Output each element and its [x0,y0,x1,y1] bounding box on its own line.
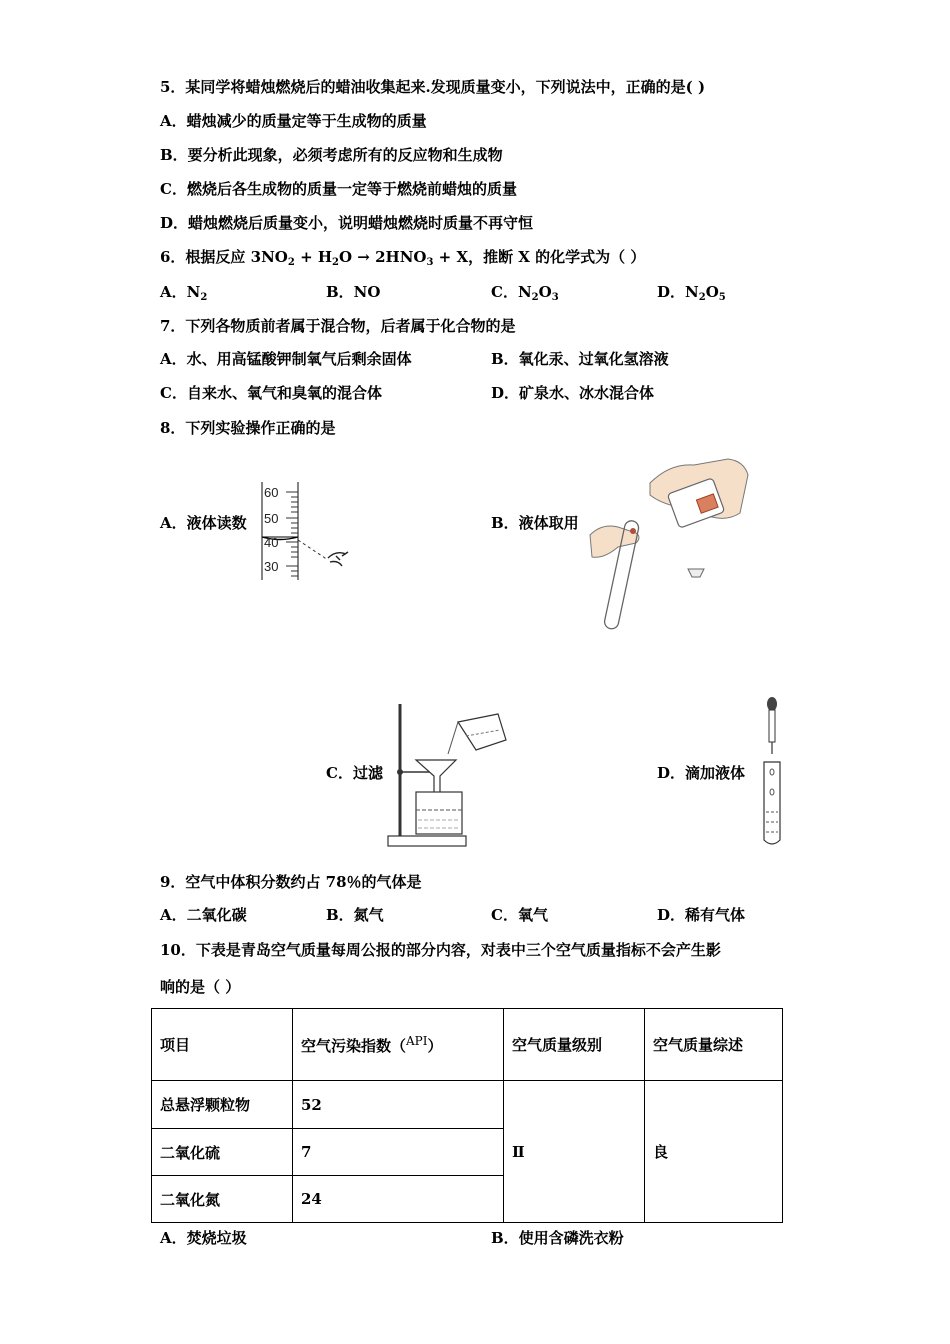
header-api: 空气污染指数（$^{API}$） [293,1009,504,1081]
table-header-row [152,1009,783,1081]
q7-stem: 7．下列各物质前者属于混合物，后者属于化合物的是 [160,317,516,335]
q9-option-d: D．稀有气体 [657,906,746,924]
eye-icon [328,552,348,566]
liquid-pouring-figure [588,455,758,587]
scale-60: 60 [264,485,279,500]
q6-option-a: A．$N_2$ [160,283,208,303]
dropper-figure [760,696,784,850]
q8-option-b: B．液体取用 [491,514,579,532]
row-api: 7 [293,1129,504,1176]
summary-cell: 良 [645,1081,783,1223]
q8-option-c: C．过滤 [326,764,383,782]
header-summary: 空气质量综述 [645,1009,783,1081]
q5-option-d: D．蜡烛燃烧后质量变小，说明蜡烛燃烧时质量不再守恒 [160,214,534,232]
q5-stem: 5．某同学将蜡烛燃烧后的蜡油收集起来.发现质量变小，下列说法中，正确的是( ) [160,78,706,96]
q5-option-b: B．要分析此现象，必须考虑所有的反应物和生成物 [160,146,503,164]
q6-option-d: D．$N_2O_5$ [657,283,726,303]
row-item: 二氧化氮 [152,1176,293,1223]
row-api: 24 [293,1176,504,1223]
row-api: 52 [293,1081,504,1129]
scale-50: 50 [264,511,279,526]
q10-stem-line1: 10．下表是青岛空气质量每周公报的部分内容，对表中三个空气质量指标不会产生影 [160,941,721,959]
q7-option-a: A．水、用高锰酸钾制氧气后剩余固体 [160,350,412,368]
header-item: 项目 [152,1009,293,1081]
header-level: 空气质量级别 [504,1009,645,1081]
q8-option-a: A．液体读数 [160,514,247,532]
filtration-figure [386,702,510,848]
table-row [152,1081,783,1129]
scale-40: 40 [264,535,279,550]
level-cell: Ⅱ [504,1081,645,1223]
q9-option-a: A．二氧化碳 [160,906,247,924]
q6-stem: 6．根据反应 $3NO_2 + H_2O \to 2HNO_3 + X$，推断 X 的化学式为（ ） [160,248,646,268]
q8-stem: 8．下列实验操作正确的是 [160,419,336,437]
graduated-cylinder-figure [258,478,358,582]
q6-option-b: B．NO [326,283,381,301]
q9-stem: 9．空气中体积分数约占 78％的气体是 [160,873,422,891]
row-item: 二氧化硫 [152,1129,293,1176]
q5-option-c: C．燃烧后各生成物的质量一定等于燃烧前蜡烛的质量 [160,180,517,198]
row-item: 总悬浮颗粒物 [152,1081,293,1129]
q10-option-b: B．使用含磷洗衣粉 [491,1229,624,1247]
q9-option-c: C．氧气 [491,906,548,924]
air-quality-table [151,1008,783,1223]
q10-option-a: A．焚烧垃圾 [160,1229,247,1247]
q6-option-c: C．$N_2O_3$ [491,283,559,303]
q7-option-b: B．氧化汞、过氧化氢溶液 [491,350,669,368]
q7-option-d: D．矿泉水、冰水混合体 [491,384,655,402]
q10-stem-line2: 响的是（ ） [160,978,241,996]
q9-option-b: B．氮气 [326,906,384,924]
q7-option-c: C．自来水、氧气和臭氧的混合体 [160,384,382,402]
q8-option-d: D．滴加液体 [657,764,746,782]
scale-30: 30 [264,559,279,574]
q5-option-a: A．蜡烛减少的质量定等于生成物的质量 [160,112,427,130]
